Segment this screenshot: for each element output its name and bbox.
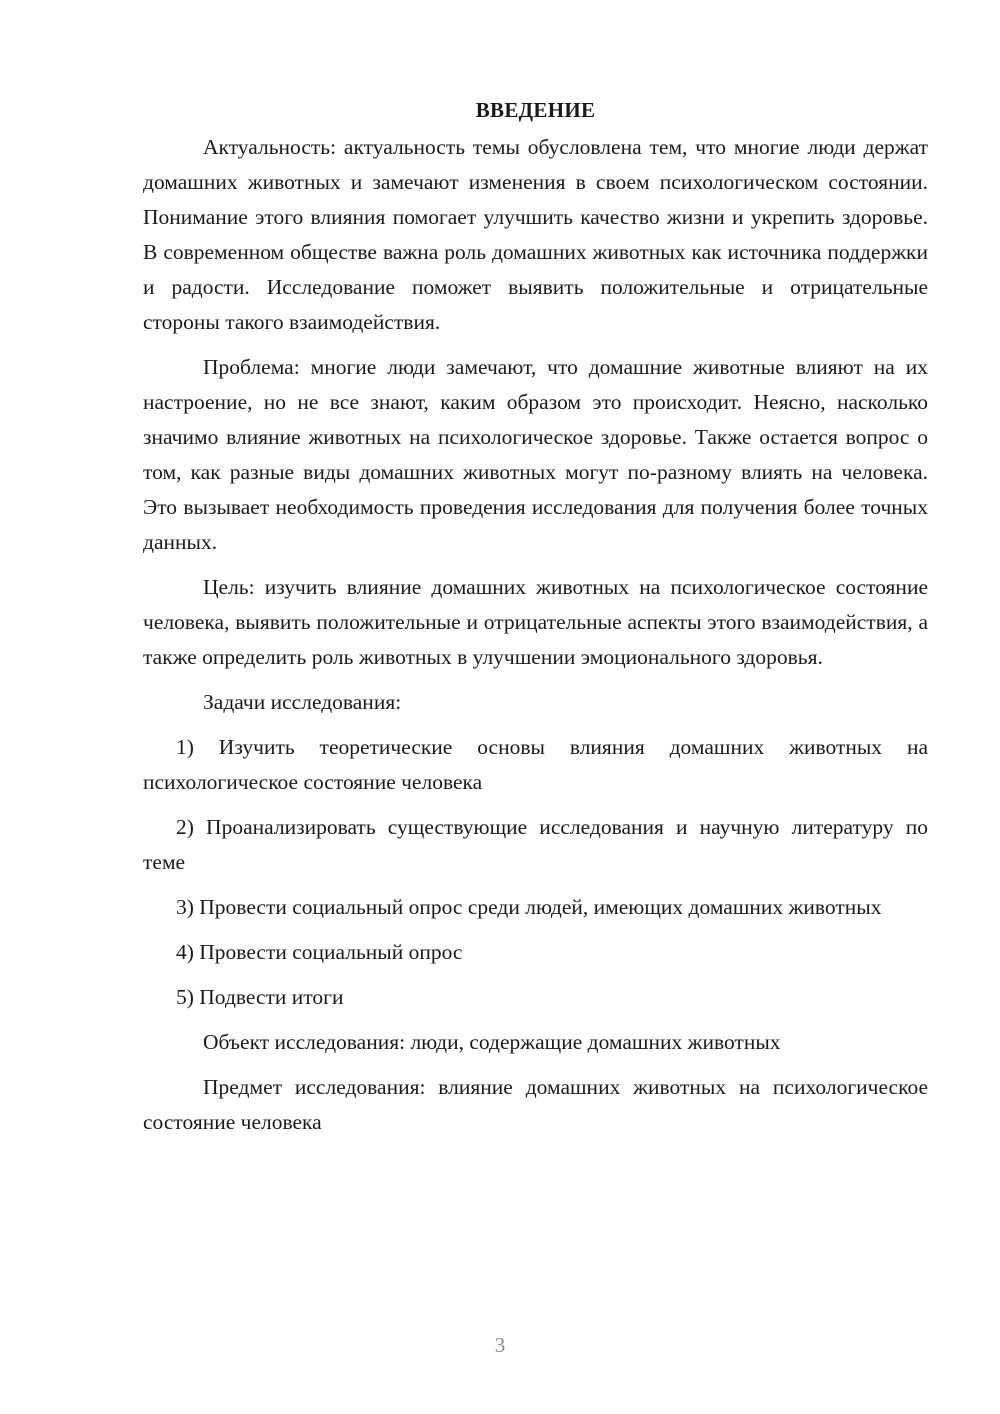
tasks-list <box>143 730 928 1015</box>
document-page <box>143 92 928 1150</box>
goal-paragraph: Цель: изучить влияние домашних животных на психологическое состояние человека, выявить положительные и отрицательные аспекты этого взаимодействия, а также определить роль животных в улучшении эмоционального здоровья. <box>143 575 928 669</box>
list-item: 4) Провести социальный опрос <box>176 940 463 964</box>
list-item: 5) Подвести итоги <box>176 985 344 1009</box>
problem-paragraph: Проблема: многие люди замечают, что домашние животные влияют на их настроение, но не все знают, каким образом это происходит. Неясно, насколько значимо влияние животных на психологическое здоровье. Также остается вопрос о том, как разные виды домашних животных могут по-разному влиять на человека. Это вызывает необходимость проведения исследования для получения более точных данных. <box>143 355 928 554</box>
list-item: 3) Провести социальный опрос среди людей, имеющих домашних животных <box>176 895 882 919</box>
subject-paragraph: Предмет исследования: влияние домашних животных на психологическое состояние человека <box>143 1075 928 1134</box>
object-paragraph: Объект исследования: люди, содержащие домашних животных <box>203 1030 781 1054</box>
list-item: 2) Проанализировать существующие исследования и научную литературу по теме <box>143 815 928 874</box>
list-item: 1) Изучить теоретические основы влияния домашних животных на психологическое состояние человека <box>143 735 928 794</box>
relevance-paragraph: Актуальность: актуальность темы обусловлена тем, что многие люди держат домашних животных и замечают изменения в своем психологическом состоянии. Понимание этого влияния помогает улучшить качество жизни и укрепить здоровье. В современном обществе важна роль домашних животных как источника поддержки и радости. Исследование поможет выявить положительные и отрицательные стороны такого взаимодействия. <box>143 135 928 334</box>
section-heading: ВВЕДЕНИЕ <box>475 98 596 122</box>
tasks-title: Задачи исследования: <box>203 690 402 714</box>
page-number: 3 <box>494 1333 506 1357</box>
